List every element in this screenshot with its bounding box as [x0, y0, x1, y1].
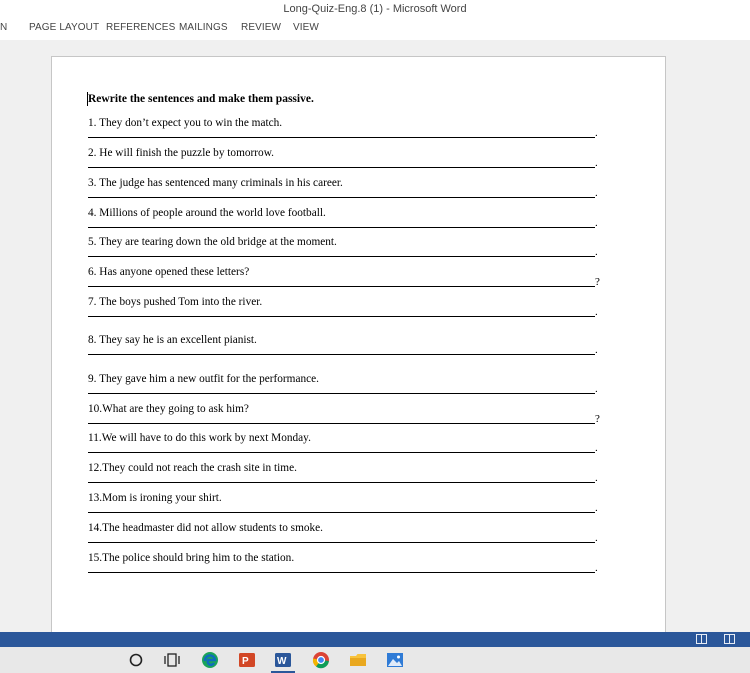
answer-end-mark: ? — [595, 413, 600, 425]
tab-references[interactable]: REFERENCES — [106, 22, 176, 33]
answer-end-mark: . — [595, 157, 598, 169]
read-mode-icon[interactable] — [696, 634, 707, 644]
tab-design[interactable]: N — [0, 22, 8, 33]
question-text: 8. They say he is an excellent pianist. — [88, 334, 257, 346]
question-text: 13.Mom is ironing your shirt. — [88, 492, 222, 504]
answer-end-mark: . — [595, 217, 598, 229]
edge-icon[interactable] — [201, 651, 219, 669]
answer-line[interactable] — [88, 316, 595, 317]
answer-line[interactable] — [88, 256, 595, 257]
answer-line[interactable] — [88, 542, 595, 543]
question-text: 10.What are they going to ask him? — [88, 403, 249, 415]
answer-end-mark: . — [595, 383, 598, 395]
taskbar — [0, 647, 750, 673]
question-text: 15.The police should bring him to the station. — [88, 552, 295, 564]
answer-end-mark: . — [595, 532, 598, 544]
answer-line[interactable] — [88, 286, 595, 287]
answer-end-mark: . — [595, 127, 598, 139]
question-text: 14.The headmaster did not allow students to smoke. — [88, 522, 323, 534]
question-text: 6. Has anyone opened these letters? — [88, 266, 250, 278]
svg-text:W: W — [277, 656, 287, 667]
answer-line[interactable] — [88, 482, 595, 483]
question-text: 11.We will have to do this work by next Monday. — [88, 432, 311, 444]
answer-line[interactable] — [88, 197, 595, 198]
tab-view[interactable]: VIEW — [293, 22, 319, 33]
word-icon[interactable] — [274, 651, 292, 669]
tab-page-layout[interactable]: PAGE LAYOUT — [29, 22, 100, 33]
status-bar — [0, 632, 750, 647]
question-text: 7. The boys pushed Tom into the river. — [88, 296, 263, 308]
cortana-icon[interactable] — [127, 651, 145, 669]
answer-line[interactable] — [88, 137, 595, 138]
answer-end-mark: . — [595, 246, 598, 258]
svg-text:P: P — [242, 656, 249, 667]
answer-end-mark: . — [595, 472, 598, 484]
answer-end-mark: . — [595, 442, 598, 454]
answer-end-mark: . — [595, 562, 598, 574]
answer-line[interactable] — [88, 167, 595, 168]
answer-line[interactable] — [88, 393, 595, 394]
question-text: 2. He will finish the puzzle by tomorrow. — [88, 147, 274, 159]
window-title: Long-Quiz-Eng.8 (1) - Microsoft Word — [283, 3, 467, 15]
title-bar — [0, 0, 750, 18]
answer-line[interactable] — [88, 423, 595, 424]
answer-line[interactable] — [88, 227, 595, 228]
question-text: 4. Millions of people around the world love football. — [88, 207, 326, 219]
document-workspace — [0, 40, 750, 632]
answer-end-mark: . — [595, 306, 598, 318]
tab-mailings[interactable]: MAILINGS — [179, 22, 228, 33]
answer-line[interactable] — [88, 572, 595, 573]
print-layout-icon[interactable] — [724, 634, 735, 644]
tab-review[interactable]: REVIEW — [241, 22, 282, 33]
question-text: 9. They gave him a new outfit for the performance. — [88, 373, 319, 385]
answer-end-mark: . — [595, 344, 598, 356]
answer-end-mark: ? — [595, 276, 600, 288]
question-text: 5. They are tearing down the old bridge at the moment. — [88, 236, 337, 248]
photos-icon[interactable] — [386, 651, 404, 669]
document-heading: Rewrite the sentences and make them passive. — [88, 93, 314, 105]
question-text: 1. They don’t expect you to win the match. — [88, 117, 283, 129]
task-view-icon[interactable] — [163, 651, 181, 669]
question-text: 3. The judge has sentenced many criminals in his career. — [88, 177, 343, 189]
chrome-icon[interactable] — [312, 651, 330, 669]
ribbon-tabs — [0, 18, 750, 40]
document-page[interactable] — [51, 56, 666, 632]
answer-end-mark: . — [595, 502, 598, 514]
answer-line[interactable] — [88, 452, 595, 453]
answer-line[interactable] — [88, 512, 595, 513]
question-text: 12.They could not reach the crash site in time. — [88, 462, 297, 474]
powerpoint-icon[interactable] — [238, 651, 256, 669]
file-explorer-icon[interactable] — [349, 651, 367, 669]
answer-line[interactable] — [88, 354, 595, 355]
answer-end-mark: . — [595, 187, 598, 199]
